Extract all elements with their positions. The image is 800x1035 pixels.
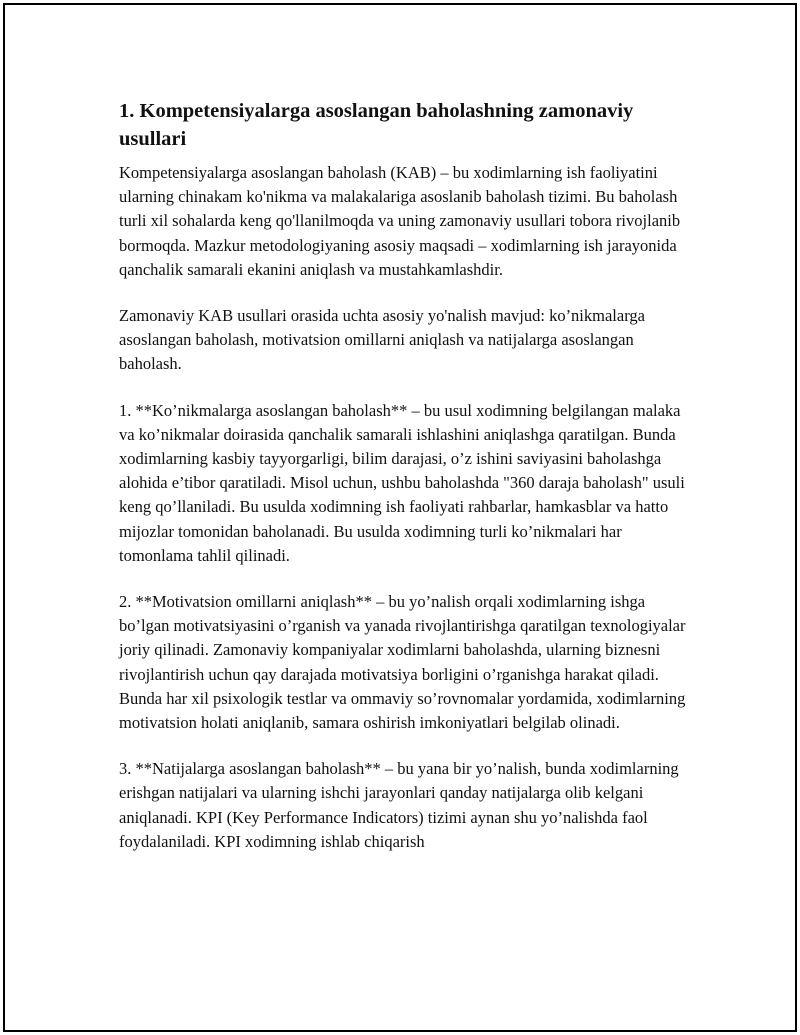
section-heading: 1. Kompetensiyalarga asoslangan baholashning zamonaviy usullari	[119, 100, 634, 150]
paragraph-skills: 1. **Ko’nikmalarga asoslangan baholash** – bu usul xodimning belgilangan malaka va ko’nikmalar doirasida qanchalik samarali ishlashini aniqlashga qaratilgan. Bunda xodimlarning kasbiy tayyorgarligi, bilim darajasi, o’z ishini saviyasini baholashga alohida e’tibor qaratiladi. Misol uchun, ushbu baholashda "360 daraja baholash" usuli keng qo’llaniladi. Bu usulda xodimning ish faoliyati rahbarlar, hamkasblar va hatto mijozlar tomonidan baholanadi. Bu usulda xodimning turli ko’nikmalari har tomonlama tahlil qilinadi.	[119, 400, 685, 565]
document-page	[3, 3, 797, 1032]
paragraph-intro: Kompetensiyalarga asoslangan baholash (KAB) – bu xodimlarning ish faoliyatini ularning chinakam ko'nikma va malakalariga asoslanib baholash tizimi. Bu baholash turli xil sohalarda keng qo'llanilmoqda va uning zamonaviy usullari tobora rivojlanib bormoqda. Mazkur metodologiyaning asosiy maqsadi – xodimlarning ish jarayonida qanchalik samarali ekanini aniqlash va mustahkamlashdir.	[119, 163, 681, 279]
paragraph-results: 3. **Natijalarga asoslangan baholash** – bu yana bir yo’nalish, bunda xodimlarning erishgan natijalari va ularning ishchi jarayonlari qanday natijalarga olib kelgani aniqlanadi. KPI (Key Performance Indicators) tizimi aynan shu yo’nalishda faol foydalaniladi. KPI xodimning ishlab chiqarish	[119, 759, 679, 851]
paragraph-directions: Zamonaviy KAB usullari orasida uchta asosiy yo'nalish mavjud: ko’nikmalarga asoslangan baholash, motivatsion omillarni aniqlash va natijalarga asoslangan baholash.	[119, 306, 645, 374]
document-body	[119, 97, 694, 854]
paragraph-motivation: 2. **Motivatsion omillarni aniqlash** – bu yo’nalish orqali xodimlarning ishga bo’lgan motivatsiyasini o’rganish va yanada rivojlantirishga qaratilgan texnologiyalar joriy qilinadi. Zamonaviy kompaniyalar xodimlarni baholashda, ularning biznesni rivojlantirish uchun qay darajada motivatsiya borligini o’rganishga harakat qiladi. Bunda har xil psixologik testlar va ommaviy so’rovnomalar yordamida, xodimlarning motivatsion holati aniqlanib, samara oshirish imkoniyatlari belgilab olinadi.	[119, 592, 686, 733]
